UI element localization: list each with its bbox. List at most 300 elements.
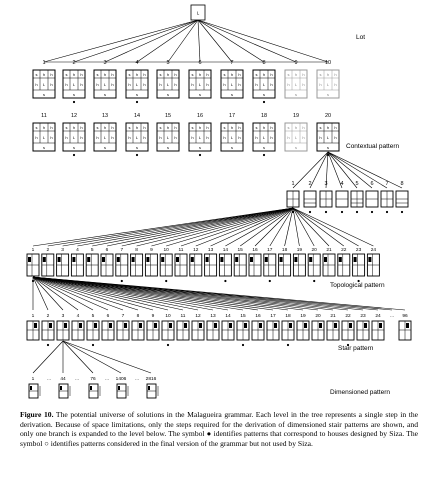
lot-cell (126, 123, 148, 151)
lot-cell-letter: h (111, 135, 114, 140)
topological-cell (160, 254, 172, 276)
lot-cell-letter: h (262, 125, 266, 130)
siza-dot (401, 211, 403, 213)
stair-cell (192, 321, 204, 340)
caption-label: Figure 10. (20, 410, 54, 419)
stair-fill (34, 323, 37, 328)
dimensioned-fill (148, 386, 150, 390)
node-number: 12 (195, 314, 201, 319)
stair-cell (252, 321, 264, 340)
lot-cell-letter: h (35, 82, 38, 87)
stair-fill (79, 323, 82, 328)
stair-fill (199, 323, 202, 328)
node-number: 9 (151, 314, 155, 319)
topological-fill (87, 257, 90, 262)
connector-line (63, 341, 93, 373)
lot-cell-letter: h (334, 135, 337, 140)
siza-dot (325, 211, 327, 213)
lot-cell (189, 123, 211, 151)
topological-fill (176, 257, 179, 262)
lot-cell-letter: L (72, 135, 76, 140)
lot-cell-letter: L (262, 135, 266, 140)
stair-fill (229, 323, 232, 328)
stair-fill (289, 323, 292, 328)
stair-fill (64, 323, 67, 328)
node-number: 16 (252, 248, 258, 253)
stair-fill (406, 323, 409, 328)
topological-cell (338, 254, 350, 276)
node-number: 14 (133, 113, 141, 119)
node-number: 6 (105, 248, 109, 253)
contextual-cell (287, 191, 299, 207)
dimensioned-cell (59, 384, 70, 398)
topological-fill (354, 257, 357, 262)
level-label-dimensioned: Dimensioned pattern (330, 389, 390, 396)
dimensioned-number: 44 (60, 377, 66, 382)
lot-cell-letter: s (199, 145, 201, 150)
lot-cell (285, 70, 307, 98)
lot-cell-letter: h (80, 125, 83, 130)
lot-cell-letter: s (35, 72, 38, 77)
lot-cell-letter: h (72, 72, 76, 77)
topological-fill (102, 257, 105, 262)
lot-cell-letter: h (111, 72, 114, 77)
topological-fill (235, 257, 238, 262)
lot-cell-letter: h (103, 72, 107, 77)
lot-cell (221, 70, 243, 98)
stair-cell (327, 321, 339, 340)
stair-fill (109, 323, 112, 328)
connector-line (196, 208, 293, 246)
stair-cell (399, 321, 411, 340)
level-label-lot: Lot (356, 34, 366, 41)
node-number: 5 (355, 181, 359, 187)
dimensioned-cell (147, 384, 158, 398)
stair-fill (184, 323, 187, 328)
lot-cell-letter: L (230, 82, 234, 87)
stair-fill (139, 323, 142, 328)
lot-cell (157, 70, 179, 98)
topological-cell (86, 254, 98, 276)
topological-fill (146, 257, 149, 262)
node-number: 14 (222, 248, 229, 253)
lot-cell (157, 123, 179, 151)
connector-line (198, 20, 232, 62)
connector-line (48, 208, 293, 246)
node-number: 9 (150, 248, 153, 253)
node-number: 2 (72, 60, 76, 66)
topological-fill (206, 257, 209, 262)
connector-line (198, 20, 328, 62)
topological-fill (280, 257, 283, 262)
connector-line (92, 208, 293, 246)
dimensioned-number: ... (135, 377, 139, 382)
dimensioned-fill (30, 386, 32, 390)
stair-cell (162, 321, 174, 340)
node-number: 2 (46, 248, 50, 253)
connector-line (105, 20, 198, 62)
siza-dot (62, 280, 64, 282)
lot-cell-letter: h (80, 72, 83, 77)
lot-cell-letter: L (262, 82, 266, 87)
stair-fill (274, 323, 277, 328)
lot-cell-letter: h (143, 72, 146, 77)
siza-dot (263, 101, 265, 103)
node-number: 17 (228, 113, 236, 119)
node-number: 19 (300, 314, 306, 319)
lot-cell-letter: h (96, 82, 99, 87)
lot-cell-letter: h (223, 82, 226, 87)
connector-line (168, 20, 198, 62)
topological-cell (279, 254, 291, 276)
connector-line (122, 208, 293, 246)
topological-fill (28, 257, 31, 262)
siza-dot (32, 280, 34, 282)
lot-cell-letter: s (73, 92, 75, 97)
node-number: 18 (285, 314, 291, 319)
topological-cell (234, 254, 246, 276)
lot-cell-letter: h (135, 125, 139, 130)
lot-cell-letter: s (263, 145, 265, 150)
node-number: 12 (70, 113, 78, 119)
topological-fill (324, 257, 327, 262)
lot-cell-letter: s (43, 92, 45, 97)
stair-fill (334, 323, 337, 328)
siza-dot (292, 211, 294, 213)
lot-cell-letter: h (255, 135, 258, 140)
lot-cell-letter: h (238, 72, 241, 77)
topological-cell (57, 254, 69, 276)
lot-cell-letter: h (80, 82, 83, 87)
lot-cell-letter: L (166, 82, 170, 87)
stair-fill (154, 323, 157, 328)
lot-cell-letter: h (206, 82, 209, 87)
lot-cell-letter: h (302, 135, 305, 140)
topological-cell (71, 254, 83, 276)
node-number: 4 (135, 60, 139, 66)
siza-dot (165, 280, 167, 282)
lot-cell-letter: h (96, 135, 99, 140)
lot-cell-letter: h (270, 135, 273, 140)
lot-cell (126, 70, 148, 98)
stair-cell (267, 321, 279, 340)
lot-cell-letter: h (302, 125, 305, 130)
stair-cell (42, 321, 54, 340)
node-number: 5 (90, 248, 94, 253)
lot-cell-letter: h (287, 82, 290, 87)
stair-fill (169, 323, 172, 328)
lot-cell-letter: h (174, 135, 177, 140)
stair-fill (259, 323, 262, 328)
node-number: 20 (324, 113, 332, 119)
root-label: L (196, 10, 200, 16)
node-number: 1 (31, 314, 35, 319)
lot-cell-letter: h (238, 135, 241, 140)
lot-cell (94, 70, 116, 98)
lot-cell-letter: s (327, 145, 329, 150)
lot-cell-letter: L (42, 135, 46, 140)
node-number: 13 (101, 113, 109, 119)
siza-dot (287, 344, 289, 346)
topological-cell (145, 254, 157, 276)
node-number: 3 (324, 181, 328, 187)
lot-cell-letter: h (166, 72, 170, 77)
connector-line (63, 341, 121, 373)
topological-fill (339, 257, 342, 262)
node-number: 5 (91, 314, 95, 319)
lot-cell-letter: h (166, 125, 170, 130)
connector-line (137, 20, 198, 62)
lot-cell-letter: L (42, 82, 46, 87)
lot-cell-letter: h (50, 72, 53, 77)
connector-line (63, 341, 151, 373)
connector-line (198, 20, 200, 62)
stair-fill (379, 323, 382, 328)
node-number: 7 (230, 60, 234, 66)
lot-cell-letter: s (327, 92, 329, 97)
dimensioned-fill (60, 386, 62, 390)
stair-fill (124, 323, 127, 328)
stair-cell (342, 321, 354, 340)
lot-cell-letter: L (326, 135, 330, 140)
lot-cell-letter: h (270, 125, 273, 130)
lot-cell-letter: h (50, 82, 53, 87)
lot-cell-letter: L (198, 135, 202, 140)
node-number: 7 (385, 181, 389, 187)
node-number: 1 (31, 248, 35, 253)
node-number: 11 (180, 314, 186, 319)
lot-cell-letter: h (326, 72, 330, 77)
lot-cell-letter: s (223, 125, 226, 130)
lot-cell-letter: h (287, 135, 290, 140)
lot-cell-letter: s (128, 125, 131, 130)
node-number: 23 (360, 314, 366, 319)
stair-cell (72, 321, 84, 340)
node-number: 22 (345, 314, 351, 319)
lot-cell-letter: s (287, 72, 290, 77)
lot-cell-letter: h (319, 135, 322, 140)
siza-dot (47, 344, 49, 346)
lot-cell-letter: s (319, 125, 322, 130)
connector-line (293, 208, 359, 246)
topological-cell (101, 254, 113, 276)
topological-fill (265, 257, 268, 262)
node-number: 21 (330, 314, 336, 319)
stair-cell (357, 321, 369, 340)
tree-nodes (27, 5, 411, 398)
node-number: 4 (76, 314, 80, 319)
tree-connectors (33, 20, 405, 373)
lot-cell-letter: s (287, 125, 290, 130)
lot-cell-letter: s (104, 92, 106, 97)
contextual-cell (336, 191, 348, 207)
siza-dot (73, 154, 75, 156)
connector-line (198, 20, 264, 62)
node-number: 12 (193, 248, 199, 253)
lot-cell-letter: s (136, 92, 138, 97)
lot-cell-letter: h (270, 72, 273, 77)
lot-cell (33, 123, 55, 151)
stair-cell (222, 321, 234, 340)
node-number: 19 (292, 113, 300, 119)
lot-cell-letter: s (223, 72, 226, 77)
lot-cell-letter: h (80, 135, 83, 140)
siza-dot (167, 344, 169, 346)
connector-line (33, 277, 153, 310)
contextual-cell (381, 191, 393, 207)
lot-cell-letter: h (128, 135, 131, 140)
siza-dot (242, 344, 244, 346)
lot-cell-letter: h (159, 135, 162, 140)
lot-cell-letter: h (255, 82, 258, 87)
node-number: 4 (340, 181, 344, 187)
node-number: 24 (375, 314, 381, 319)
topological-cell (293, 254, 305, 276)
stair-cell (282, 321, 294, 340)
lot-cell-letter: s (167, 145, 169, 150)
lot-cell-letter: L (103, 135, 107, 140)
lot-cell-letter: h (159, 82, 162, 87)
node-number: 17 (270, 314, 276, 319)
connector-line (33, 208, 293, 246)
topological-cell (131, 254, 143, 276)
stair-cell (57, 321, 69, 340)
contextual-cell (351, 191, 363, 207)
lot-cell-letter: h (230, 125, 234, 130)
node-number: 3 (61, 248, 64, 253)
stair-fill (214, 323, 217, 328)
lot-cell-letter: L (135, 135, 139, 140)
topological-fill (58, 257, 61, 262)
lot-cell-letter: s (96, 72, 99, 77)
node-number: 9 (294, 60, 298, 66)
node-number: 6 (370, 181, 374, 187)
lot-cell-letter: s (128, 72, 131, 77)
siza-dot (92, 344, 94, 346)
stair-fill (349, 323, 352, 328)
connector-line (151, 208, 293, 246)
node-number: 8 (136, 314, 140, 319)
stair-cell (177, 321, 189, 340)
topological-fill (309, 257, 312, 262)
connector-line (198, 20, 296, 62)
topological-fill (43, 257, 46, 262)
dimensioned-number: 1406 (115, 377, 127, 382)
stair-fill (49, 323, 52, 328)
lot-cell (33, 70, 55, 98)
node-number: 6 (106, 314, 110, 319)
lot-cell-letter: h (174, 72, 177, 77)
lot-cell-letter: s (35, 125, 38, 130)
siza-dot (136, 101, 138, 103)
node-number: 3 (103, 60, 107, 66)
topological-cell (175, 254, 187, 276)
lot-cell-letter: h (334, 82, 337, 87)
node-number: 15 (237, 248, 243, 253)
contextual-cell (366, 191, 378, 207)
lot-cell-letter: h (334, 125, 337, 130)
dimensioned-cell (29, 384, 40, 398)
connector-line (33, 277, 168, 310)
node-number: 13 (210, 314, 216, 319)
node-number: 10 (165, 314, 171, 319)
stair-cell (297, 321, 309, 340)
lot-cell-letter: s (255, 125, 258, 130)
stair-cell (372, 321, 384, 340)
lot-cell-letter: h (238, 125, 241, 130)
lot-cell-letter: s (263, 92, 265, 97)
stair-fill (364, 323, 367, 328)
node-number: ... (390, 314, 394, 319)
lot-cell-letter: s (255, 72, 258, 77)
lot-cell-letter: L (294, 82, 298, 87)
lot-cell-letter: h (135, 72, 139, 77)
siza-dot (386, 211, 388, 213)
topological-fill (368, 257, 371, 262)
figure-caption (20, 410, 418, 448)
lot-cell-letter: s (191, 72, 194, 77)
topological-cell (219, 254, 231, 276)
lot-cell-letter: s (159, 125, 162, 130)
stair-cell (27, 321, 39, 340)
lot-cell-letter: s (231, 145, 233, 150)
topological-fill (220, 257, 223, 262)
node-number: 18 (281, 248, 288, 253)
lot-cell-letter: h (326, 125, 330, 130)
siza-dot (327, 154, 329, 156)
siza-dot (136, 154, 138, 156)
connector-line (33, 277, 258, 310)
lot-cell (63, 70, 85, 98)
connector-line (107, 208, 293, 246)
stair-cell (132, 321, 144, 340)
contextual-cell (304, 191, 316, 207)
caption-text: The potential universe of solutions in the Malagueira grammar. Each level in the tree represents a single step in the derivation. Because of space limitations, only the steps required for the derivation of dimensioned stair patterns are shown, and only one branch is expanded to the level below. The symbol ● identifies patterns that correspond to houses designed by Siza. The symbol ○ identifies patterns considered in the final version of the grammar but not used by Siza. (20, 410, 418, 448)
stair-cell (147, 321, 159, 340)
node-number: 10 (163, 248, 169, 253)
dimensioned-cell (117, 384, 128, 398)
stair-cell (102, 321, 114, 340)
node-number: 5 (166, 60, 170, 66)
lot-cell-letter: s (65, 72, 68, 77)
node-number: 20 (315, 314, 321, 319)
connector-line (44, 20, 198, 62)
stair-cell (87, 321, 99, 340)
lot-cell (94, 123, 116, 151)
lot-cell-letter: L (230, 135, 234, 140)
lot-cell (285, 123, 307, 151)
siza-dot (371, 211, 373, 213)
lot-cell-letter: h (50, 135, 53, 140)
contextual-cell (396, 191, 408, 207)
lot-cell-letter: h (42, 72, 46, 77)
lot-cell-letter: L (326, 82, 330, 87)
lot-cell-letter: s (73, 145, 75, 150)
lot-cell-letter: h (143, 82, 146, 87)
node-number: 1 (291, 181, 295, 187)
topological-fill (250, 257, 253, 262)
stair-fill (304, 323, 307, 328)
dimensioned-number: 76 (90, 377, 96, 382)
topological-cell (27, 254, 39, 276)
lot-cell-letter: s (295, 92, 297, 97)
siza-dot (73, 101, 75, 103)
lot-cell-letter: h (128, 82, 131, 87)
lot-cell (221, 123, 243, 151)
lot-cell-letter: L (103, 82, 107, 87)
node-number: 24 (370, 248, 377, 253)
lot-cell-letter: h (302, 72, 305, 77)
